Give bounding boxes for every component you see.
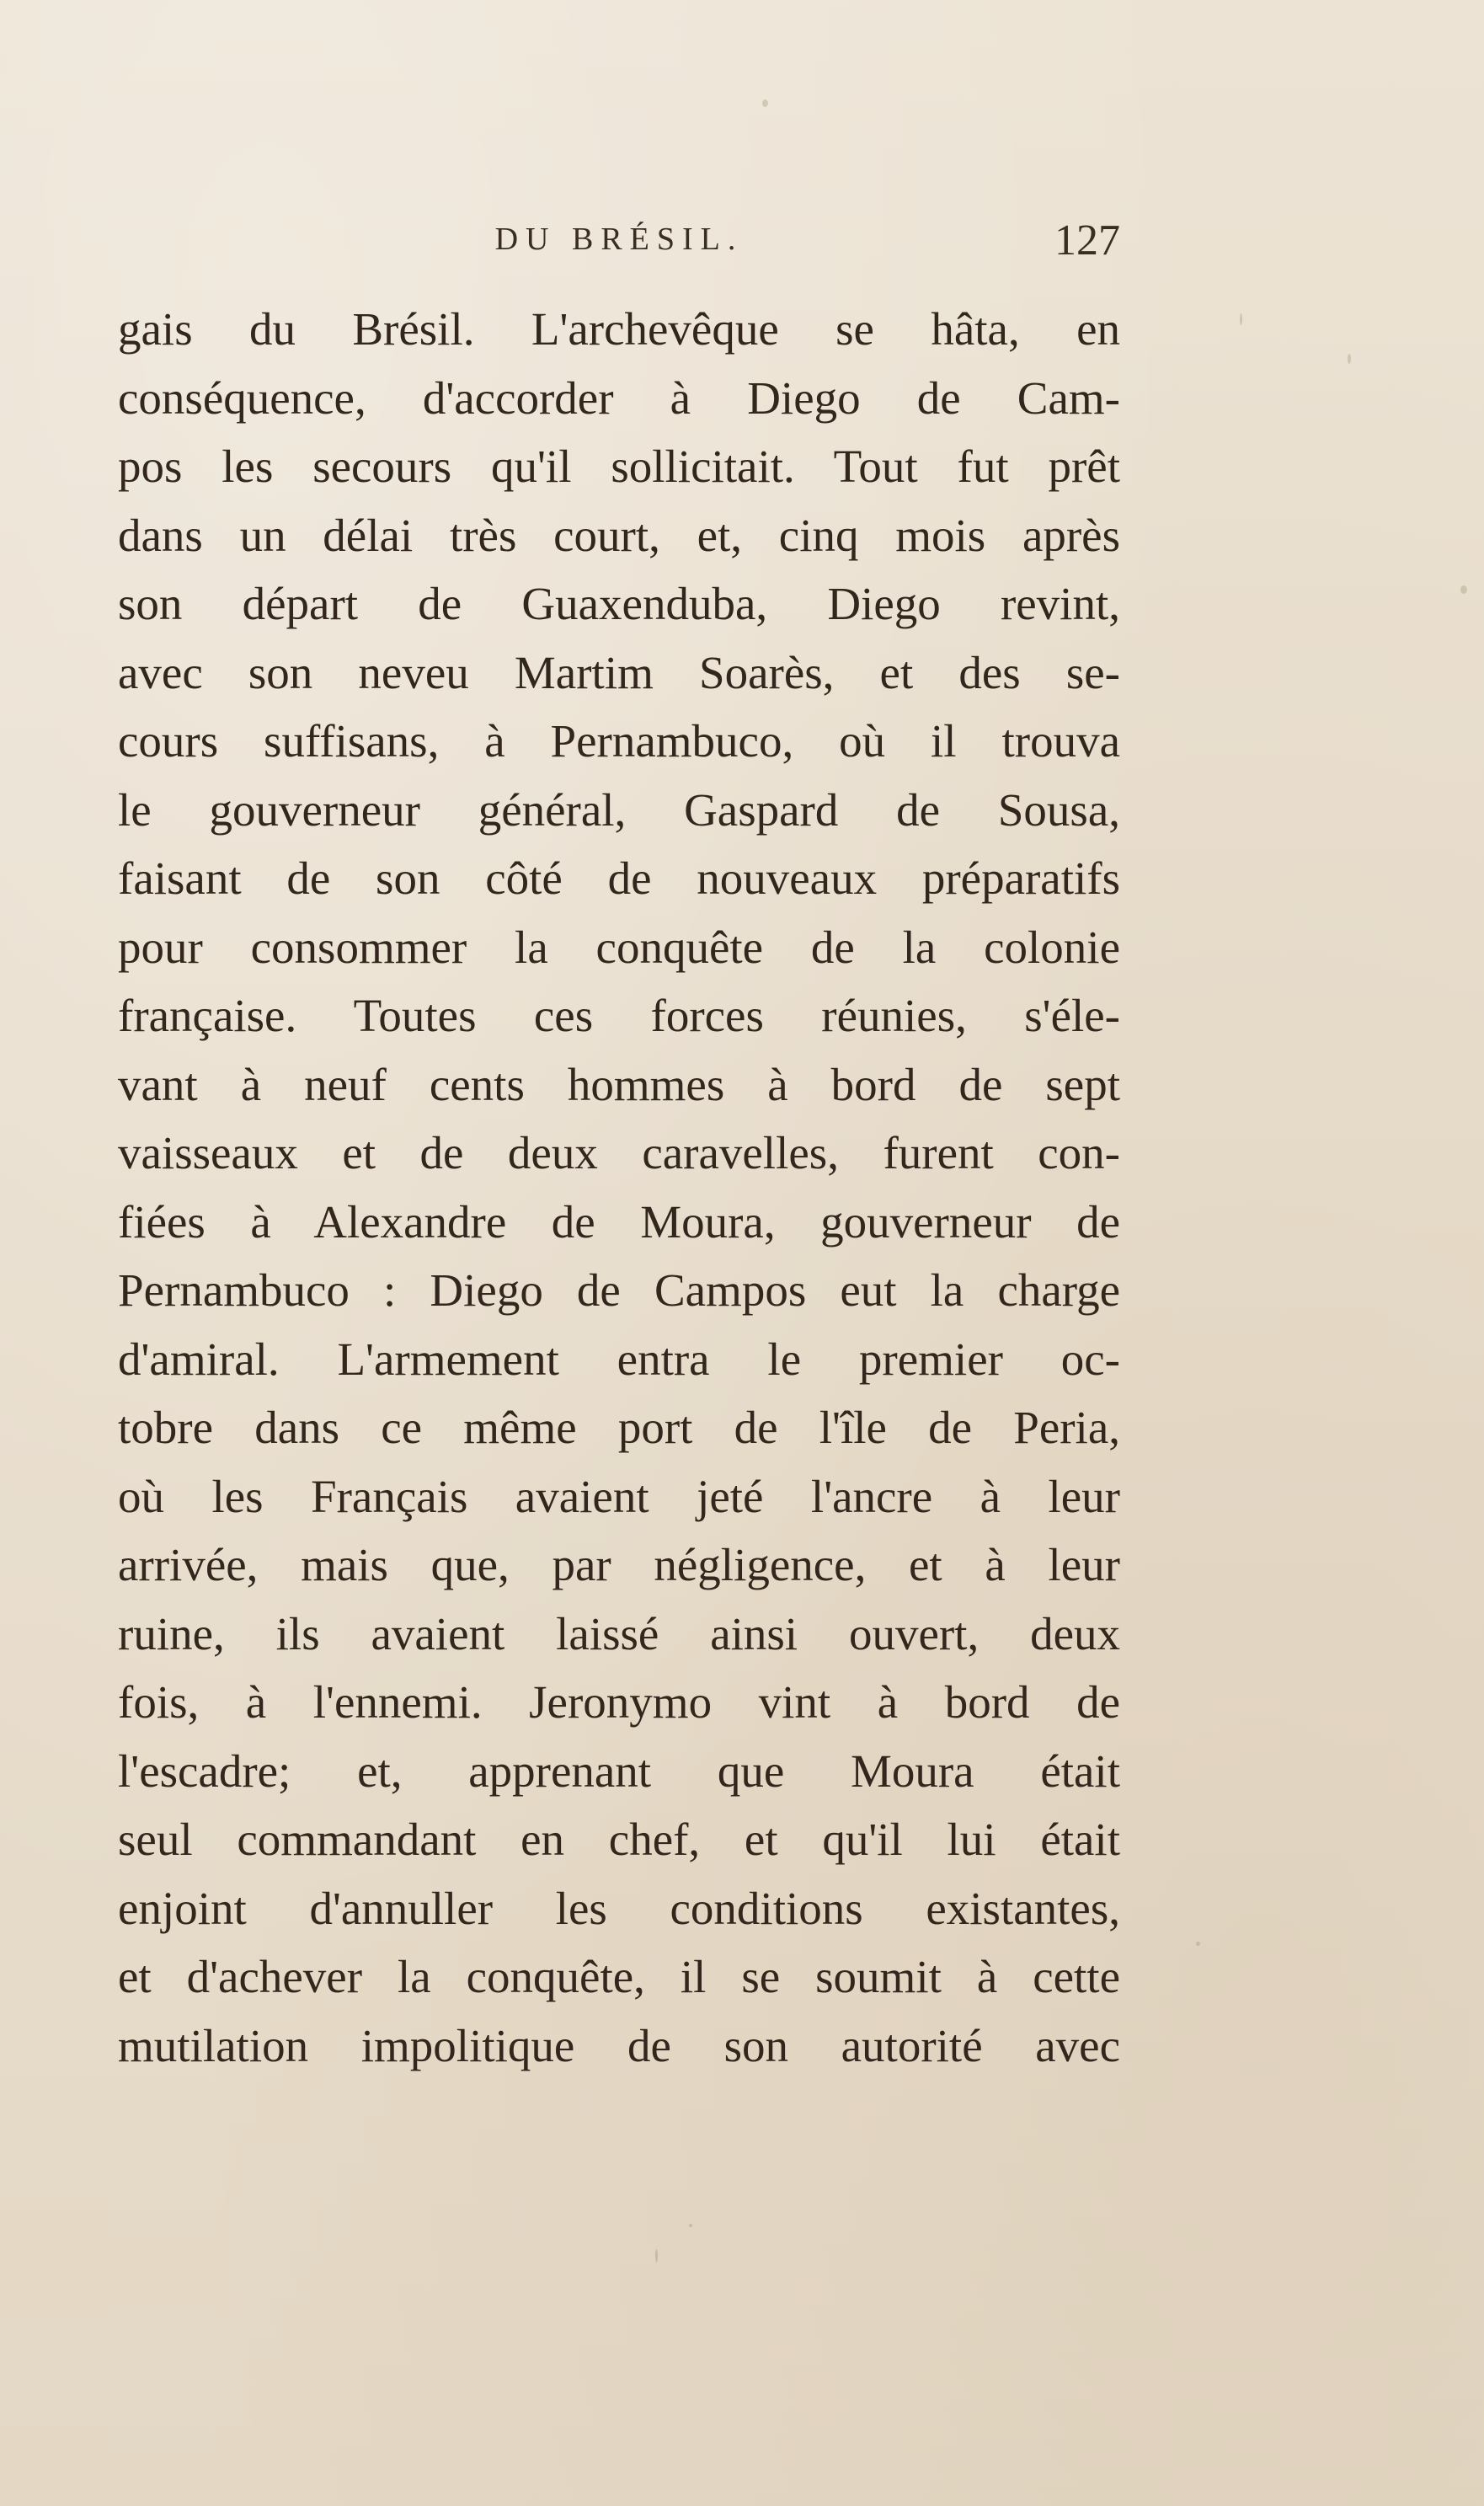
text-line: pour consommer la conquête de la colonie [118,921,1120,973]
text-line: gais du Brésil. L'archevêque se hâta, en [118,303,1120,355]
text-line: conséquence, d'accorder à Diego de Cam- [118,371,1120,424]
text-line: l'escadre; et, apprenant que Moura était [118,1745,1120,1797]
text-line: seul commandant en chef, et qu'il lui était [118,1814,1120,1865]
text-line: cours suffisans, à Pernambuco, où il trouva [118,715,1120,767]
text-line: son départ de Guaxenduba, Diego revint, [118,578,1120,629]
paper-speck [689,2224,692,2227]
text-line: enjoint d'annuller les conditions existantes, [118,1882,1120,1934]
text-line: Pernambuco : Diego de Campos eut la charge [118,1264,1120,1316]
paper-speck [762,99,768,107]
paper-speck [655,2249,658,2263]
paper-speck [1460,585,1467,594]
text-line: mutilation impolitique de son autorité avec [118,2019,1120,2071]
text-line: vant à neuf cents hommes à bord de sept [118,1058,1120,1110]
text-line: où les Français avaient jeté l'ancre à leur [118,1470,1120,1522]
page-header [118,216,1120,271]
text-line: fois, à l'ennemi. Jeronymo vint à bord de [118,1676,1120,1728]
text-line: et d'achever la conquête, il se soumit à cette [118,1951,1120,2002]
text-line: française. Toutes ces forces réunies, s'éle- [118,990,1120,1041]
paper-speck [1240,313,1242,325]
text-line: avec son neveu Martim Soarès, et des se- [118,646,1120,698]
page-number: 127 [1054,216,1120,264]
text-line: ruine, ils avaient laissé ainsi ouvert, deux [118,1607,1120,1659]
text-line: fiées à Alexandre de Moura, gouverneur de [118,1195,1120,1248]
text-line: arrivée, mais que, par négligence, et à leur [118,1539,1120,1590]
paper-speck [1348,354,1351,364]
text-line: dans un délai très court, et, cinq mois après [118,509,1120,561]
body-text [118,295,1120,2080]
text-line: faisant de son côté de nouveaux préparatifs [118,852,1120,904]
text-line: le gouverneur général, Gaspard de Sousa, [118,783,1120,836]
text-line: vaisseaux et de deux caravelles, furent con- [118,1127,1120,1178]
running-head: DU BRÉSIL. [494,222,744,257]
paper-speck [1196,1942,1200,1946]
text-line: tobre dans ce même port de l'île de Peria, [118,1402,1120,1453]
text-line: d'amiral. L'armement entra le premier oc- [118,1333,1120,1385]
text-line: pos les secours qu'il sollicitait. Tout fut prêt [118,441,1120,492]
